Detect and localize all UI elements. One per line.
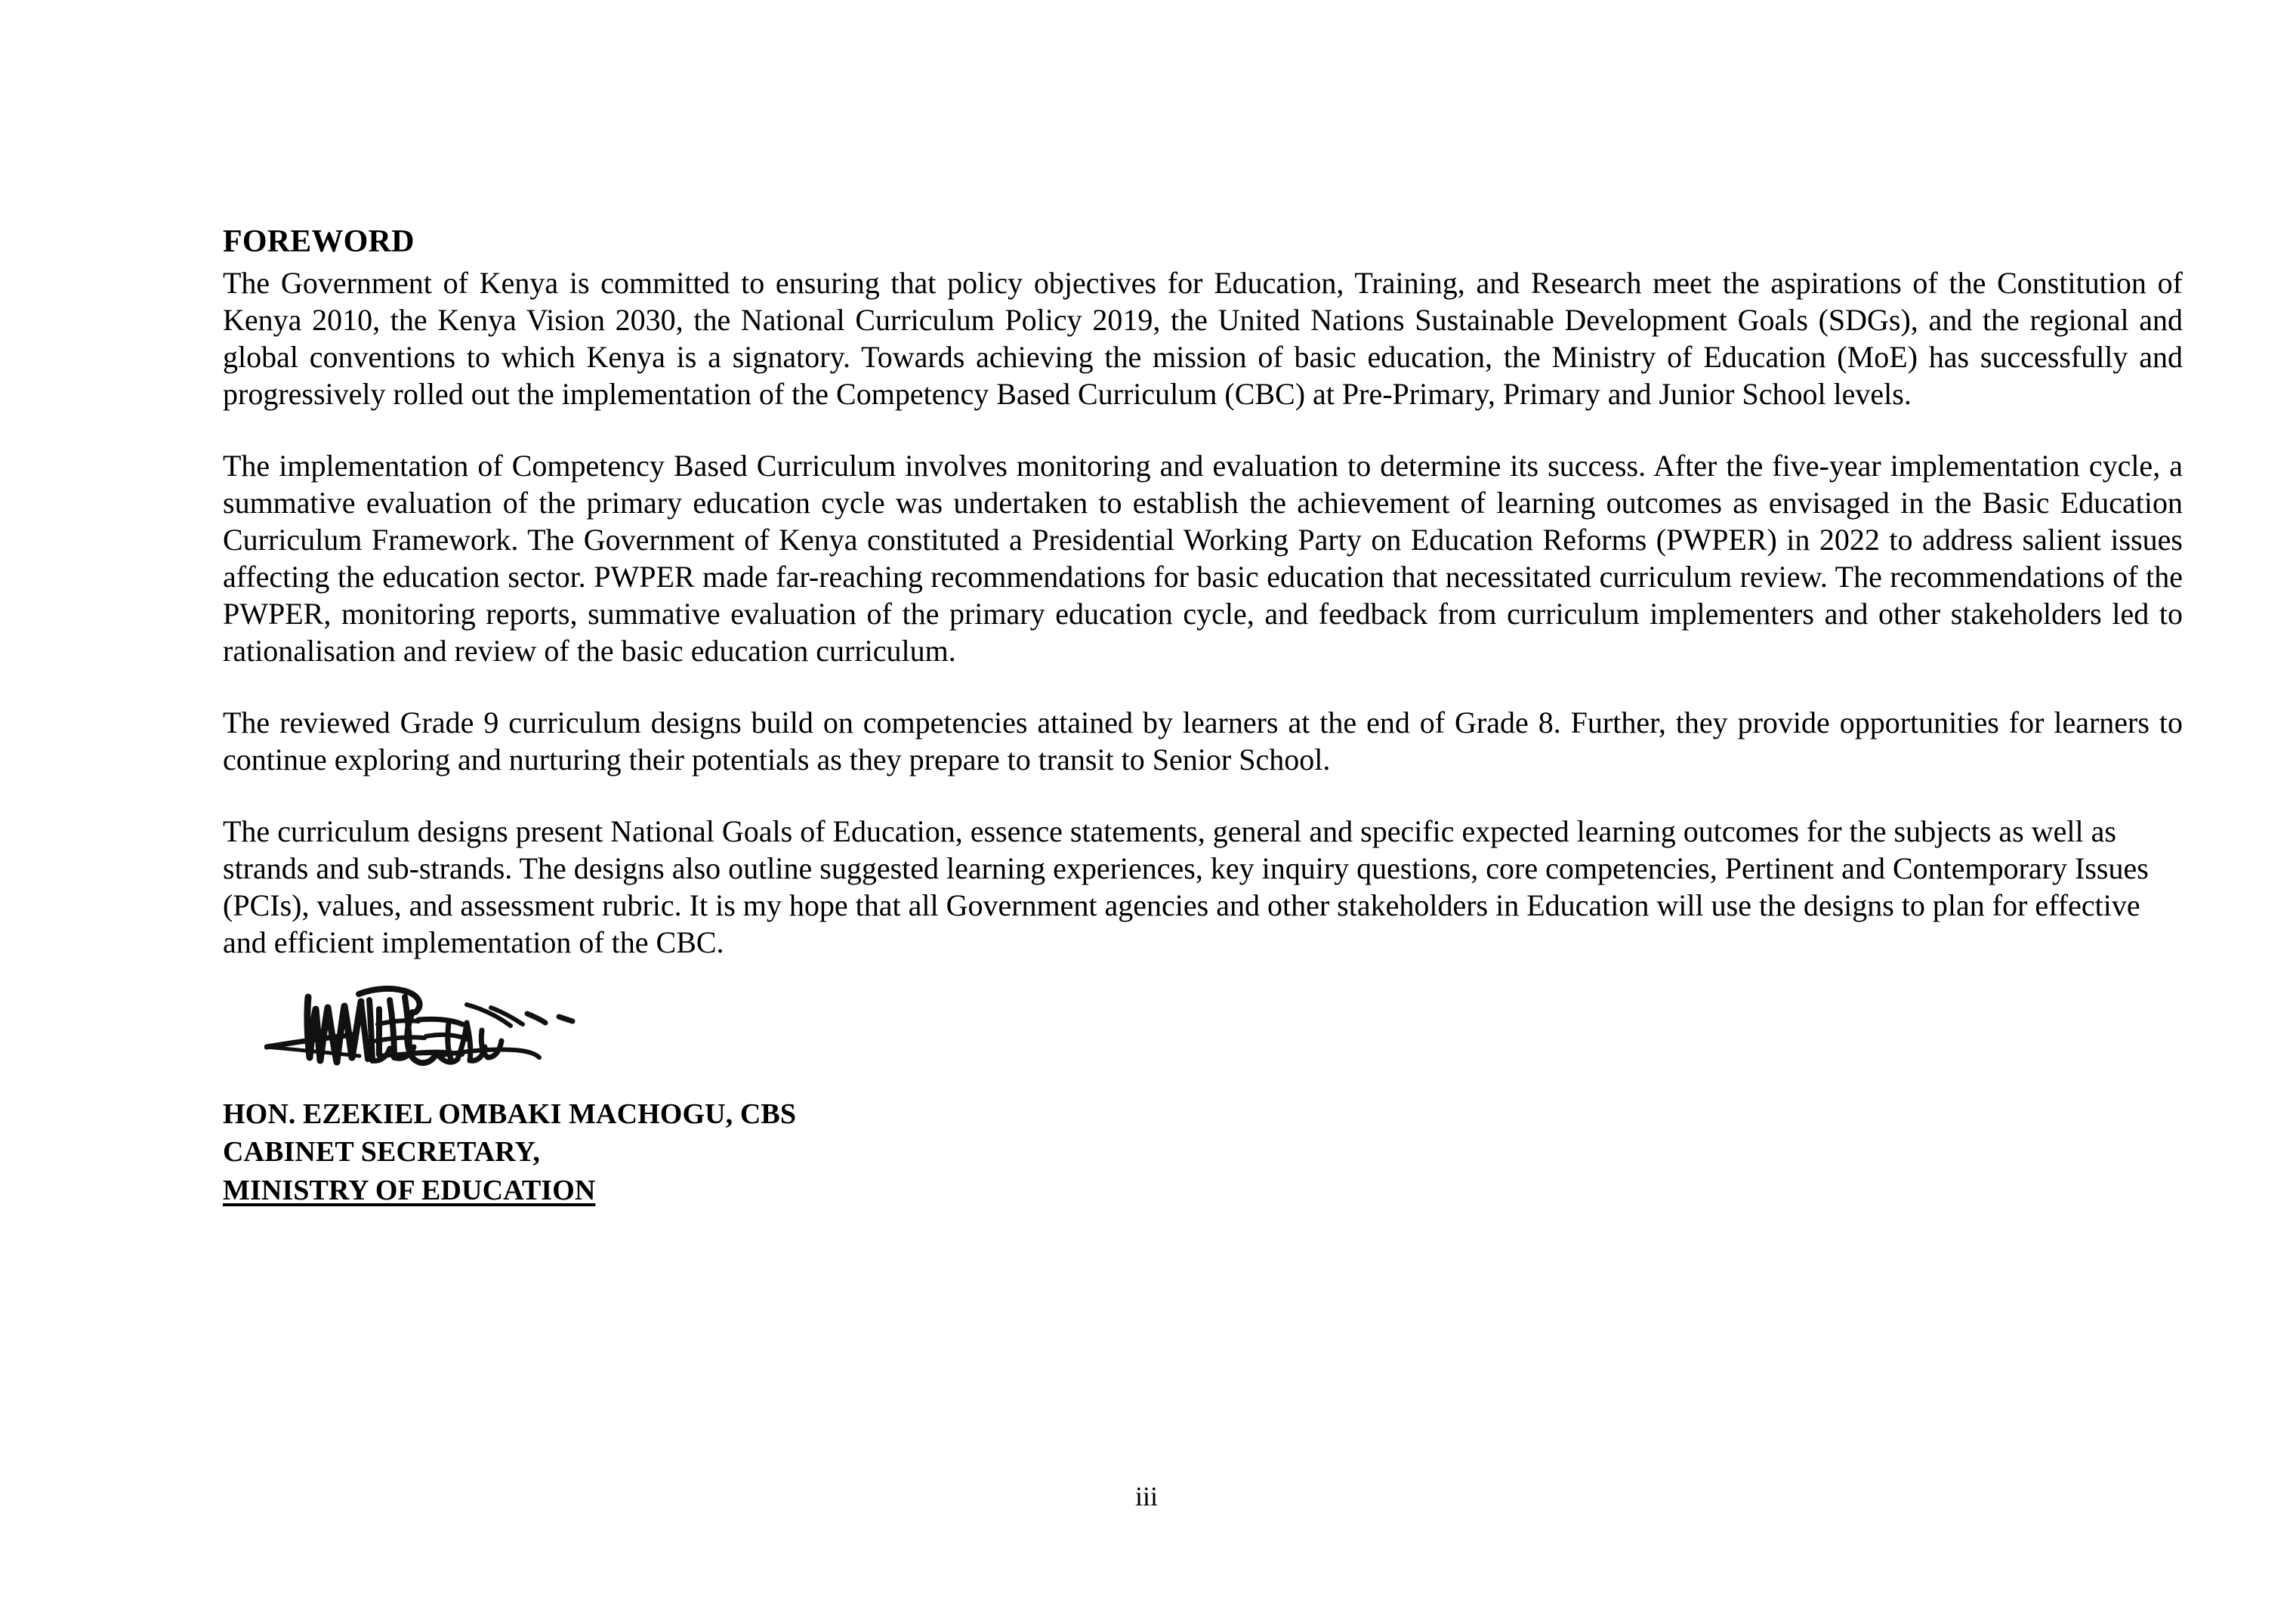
paragraph-2: The implementation of Competency Based Curriculum involves monitoring and evaluation to determine its success. After the five-year implementation cycle, a summative evaluation of the primary education cycle was undertaken to establish the achievement of learning outcomes as envisaged in the Basic Education Curriculum Framework. The Government of Kenya constituted a Presidential Working Party on Education Reforms (PWPER) in 2022 to address salient issues affecting the education sector. PWPER made far-reaching recommendations for basic education that necessitated curriculum review. The recommendations of the PWPER, monitoring reports, summative evaluation of the primary education cycle, and feedback from curriculum implementers and other stakeholders led to rationalisation and review of the basic education curriculum. <box>223 448 2183 668</box>
document-body <box>223 224 2183 1209</box>
paragraph-spacer <box>223 778 2183 813</box>
paragraph-4: The curriculum designs present National Goals of Education, essence statements, general and specific expected learning outcomes for the subjects as well as strands and sub-strands. The designs also outline suggested learning experiences, key inquiry questions, core competencies, Pertinent and Contemporary Issues (PCIs), values, and assessment rubric. It is my hope that all Government agencies and other stakeholders in Education will use the designs to plan for effective and efficient implementation of the CBC. <box>223 814 2149 959</box>
paragraph-spacer <box>223 669 2183 704</box>
signatory-ministry: MINISTRY OF EDUCATION <box>223 1174 596 1206</box>
signatory-block <box>223 1095 2183 1210</box>
signature-area <box>223 982 2183 1095</box>
paragraph-spacer <box>223 412 2183 447</box>
handwritten-signature-icon <box>264 977 597 1091</box>
paragraph-3: The reviewed Grade 9 curriculum designs build on competencies attained by learners at the end of Grade 8. Further, they provide opportunities for learners to continue exploring and nurturing their potentials as they prepare to transit to Senior School. <box>223 705 2183 776</box>
signatory-role: CABINET SECRETARY, <box>223 1136 541 1169</box>
page-title: FOREWORD <box>223 224 415 259</box>
signatory-name: HON. EZEKIEL OMBAKI MACHOGU, CBS <box>223 1098 797 1130</box>
paragraph-1: The Government of Kenya is committed to ensuring that policy objectives for Education, Training, and Research meet the aspirations of the Constitution of Kenya 2010, the Kenya Vision 2030, the National Curriculum Policy 2019, the United Nations Sustainable Development Goals (SDGs), and the regional and global conventions to which Kenya is a signatory. Towards achieving the mission of basic education, the Ministry of Education (MoE) has successfully and progressively rolled out the implementation of the Competency Based Curriculum (CBC) at Pre-Primary, Primary and Junior School levels. <box>223 265 2183 411</box>
page-number: iii <box>1134 1481 1158 1511</box>
